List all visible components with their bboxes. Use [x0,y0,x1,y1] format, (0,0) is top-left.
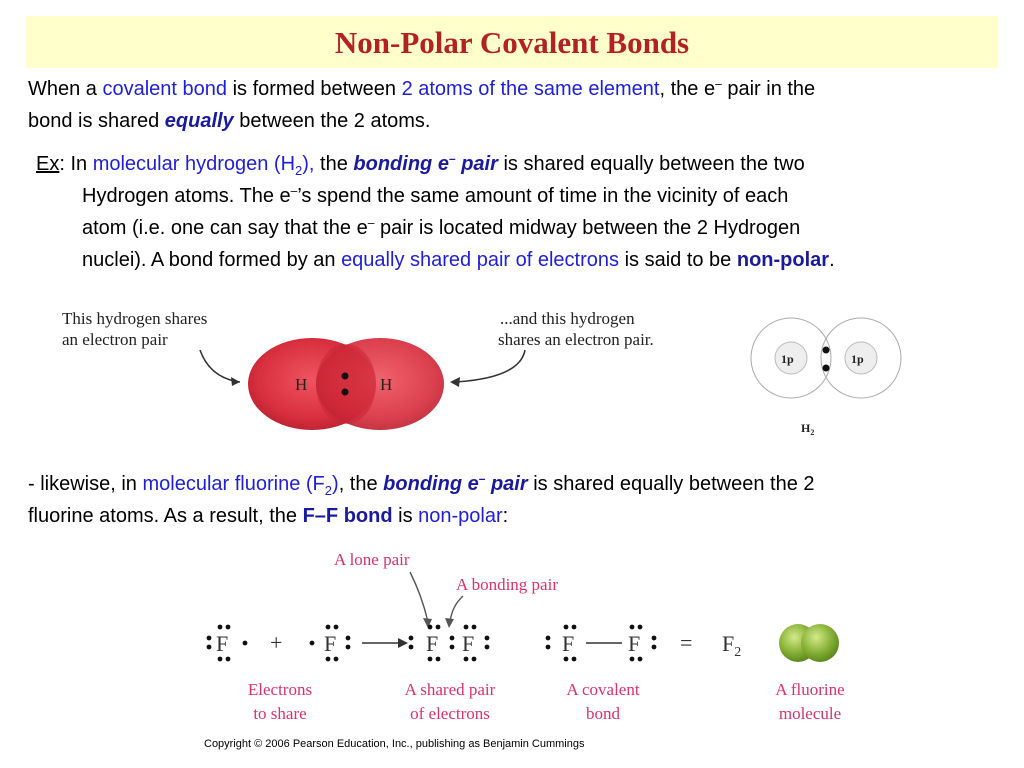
superscript-minus: – [715,76,722,91]
caption-electrons-line-2: to share [253,704,307,723]
fluorine-text: fluorine atoms. As a result, the [28,505,303,527]
bonding-pair-label: A bonding pair [456,575,558,594]
f2-formula: $F_2$ [722,631,742,660]
example-text: ’s spend the same amount of time in the vicinity of each [297,185,789,207]
superscript-minus: – [478,471,486,486]
fluorine-line-1 [28,468,1008,500]
non-polar-term: non-polar [736,249,830,271]
same-element-term: 2 atoms of the same element [401,78,660,100]
fluorine-text: is [392,505,419,527]
caption-molecule-line-1: A fluorine [775,680,845,699]
h2-orbital-diagram [745,312,905,442]
electron-dot [334,657,339,662]
non-polar-term: non-polar [418,505,503,527]
caption-molecule-line-2: molecule [778,704,842,723]
h2-overlap-figure [50,300,710,440]
electron-dot [310,641,315,646]
slide-title: Non-Polar Covalent Bonds [334,25,690,60]
electron-dot [326,625,331,630]
fluorine-text: , the [338,473,384,495]
plus-sign: + [270,630,283,655]
electron-dot [464,657,469,662]
f-atom: F [426,631,439,656]
paren-close: ) [332,473,339,495]
right-caption-line-1: ...and this hydrogen [500,309,635,328]
molecular-fluorine-text: molecular fluorine (F [142,473,325,495]
caption-shared-pair-line-1: A shared pair [404,680,496,699]
electron-dot [428,625,433,630]
fluorine-text: is shared equally between the 2 [527,473,815,495]
shared-electron [823,365,830,372]
example-text: pair is located midway between the 2 Hydrogen [374,217,801,239]
h2-label: $H_2$ [801,421,815,437]
title-bar [26,16,998,68]
lone-pair-arrow [410,572,428,622]
caption-electrons-line-1: Electrons [247,680,313,699]
molecular-fluorine-term [142,473,339,498]
example-text: the [314,153,354,175]
left-caption-line-1: This hydrogen shares [62,309,208,328]
colon: : [502,505,509,527]
electron-dot [409,645,414,650]
electron-dot [436,657,441,662]
equally-shared-term: equally shared pair of electrons [341,249,620,271]
ex-label: Ex [36,153,60,175]
bonding-pair-term [383,473,527,495]
electron-dot [409,636,414,641]
electron-dot [346,636,351,641]
right-caption-line-2: shares an electron pair. [498,330,654,349]
f2-lewis-figure [190,544,870,730]
electron-dot [464,625,469,630]
paren-close: ), [302,153,315,175]
pair-text: pair [485,473,528,495]
electron-dot [472,625,477,630]
molecular-hydrogen-term [92,153,315,178]
intro-text: pair in the [721,78,816,100]
intro-text: is formed between [227,78,402,100]
electron-dot [638,625,643,630]
superscript-minus: – [290,183,298,198]
superscript-minus: – [367,215,375,230]
electron-dot [428,657,433,662]
bonding-e-text: bonding e [383,473,479,495]
example-text: atom (i.e. one can say that the e [82,217,368,239]
example-text: Hydrogen atoms. The e [82,185,291,207]
bonding-pair-arrow [450,596,463,622]
electron-dot [342,373,349,380]
electron-dot [564,657,569,662]
fluorine-sphere-right [801,624,839,662]
electron-dot [472,657,477,662]
example-paragraph [36,148,1016,276]
proton-label-left: 1p [781,352,794,366]
example-line-2 [36,180,1016,212]
f-atom: F [216,631,229,656]
electron-dot [218,625,223,630]
intro-line-2 [28,105,1008,137]
right-arrowhead [450,377,460,387]
overlap-region [316,344,376,424]
fluorine-line-2 [28,500,1008,532]
shared-electron [450,645,455,650]
electron-dot [630,625,635,630]
electron-dot [342,389,349,396]
shared-electron [823,347,830,354]
caption-covalent-line-1: A covalent [566,680,640,699]
pair-text: pair [455,153,498,175]
h-label-left: H [295,375,308,394]
left-arrow [200,350,240,382]
electron-dot [638,657,643,662]
bonding-pair-term [353,153,497,175]
electron-dot [207,645,212,650]
shared-electron [450,636,455,641]
left-caption-line-2: an electron pair [62,330,168,349]
electron-dot [218,657,223,662]
subscript-2: 2 [295,163,303,178]
intro-text: , the e [659,78,716,100]
example-text: : In [59,153,93,175]
example-text: nuclei). A bond formed by an [82,249,342,271]
electron-dot [243,641,248,646]
electron-dot [334,625,339,630]
electron-dot [572,625,577,630]
superscript-minus: – [448,151,456,166]
electron-dot [436,625,441,630]
f-atom: F [462,631,475,656]
intro-text: between the 2 atoms. [233,110,431,132]
equally-term: equally [164,110,234,132]
f-atom: F [628,631,641,656]
fluorine-text: - likewise, in [28,473,143,495]
electron-dot [346,645,351,650]
electron-dot [546,636,551,641]
h-label-right: H [380,375,393,394]
copyright-notice: Copyright © 2006 Pearson Education, Inc., publishing as Benjamin Cummings [204,738,585,750]
electron-dot [485,645,490,650]
left-arrowhead [231,377,240,386]
proton-label-right: 1p [851,352,864,366]
covalent-bond-term: covalent bond [102,78,228,100]
f-atom: F [562,631,575,656]
bonding-pair-arrowhead [445,618,454,628]
electron-dot [226,625,231,630]
intro-text: When a [28,78,103,100]
electron-dot [652,636,657,641]
electron-dot [572,657,577,662]
example-text: is said to be [619,249,737,271]
lone-pair-label: A lone pair [334,550,410,569]
example-line-1 [36,148,1016,180]
caption-shared-pair-line-2: of electrons [410,704,490,723]
reaction-arrowhead [398,638,408,648]
caption-covalent-line-2: bond [586,704,620,723]
electron-dot [564,625,569,630]
electron-dot [207,636,212,641]
intro-line-1 [28,73,1008,105]
electron-dot [485,636,490,641]
molecular-hydrogen-text: molecular hydrogen (H [92,153,296,175]
bonding-e-text: bonding e [353,153,449,175]
equals-sign: = [680,630,693,655]
electron-dot [630,657,635,662]
subscript-2: 2 [324,483,333,498]
example-text: is shared equally between the two [497,153,805,175]
fluorine-paragraph [28,468,1008,532]
period: . [829,249,835,271]
electron-dot [226,657,231,662]
example-line-3 [36,212,1016,244]
example-line-4 [36,244,1016,276]
intro-text: bond is shared [28,110,165,132]
intro-paragraph [28,73,1008,137]
electron-dot [326,657,331,662]
f-atom: F [324,631,337,656]
electron-dot [546,645,551,650]
right-arrow [455,350,525,382]
f-f-bond-term: F–F bond [302,505,393,527]
electron-dot [652,645,657,650]
